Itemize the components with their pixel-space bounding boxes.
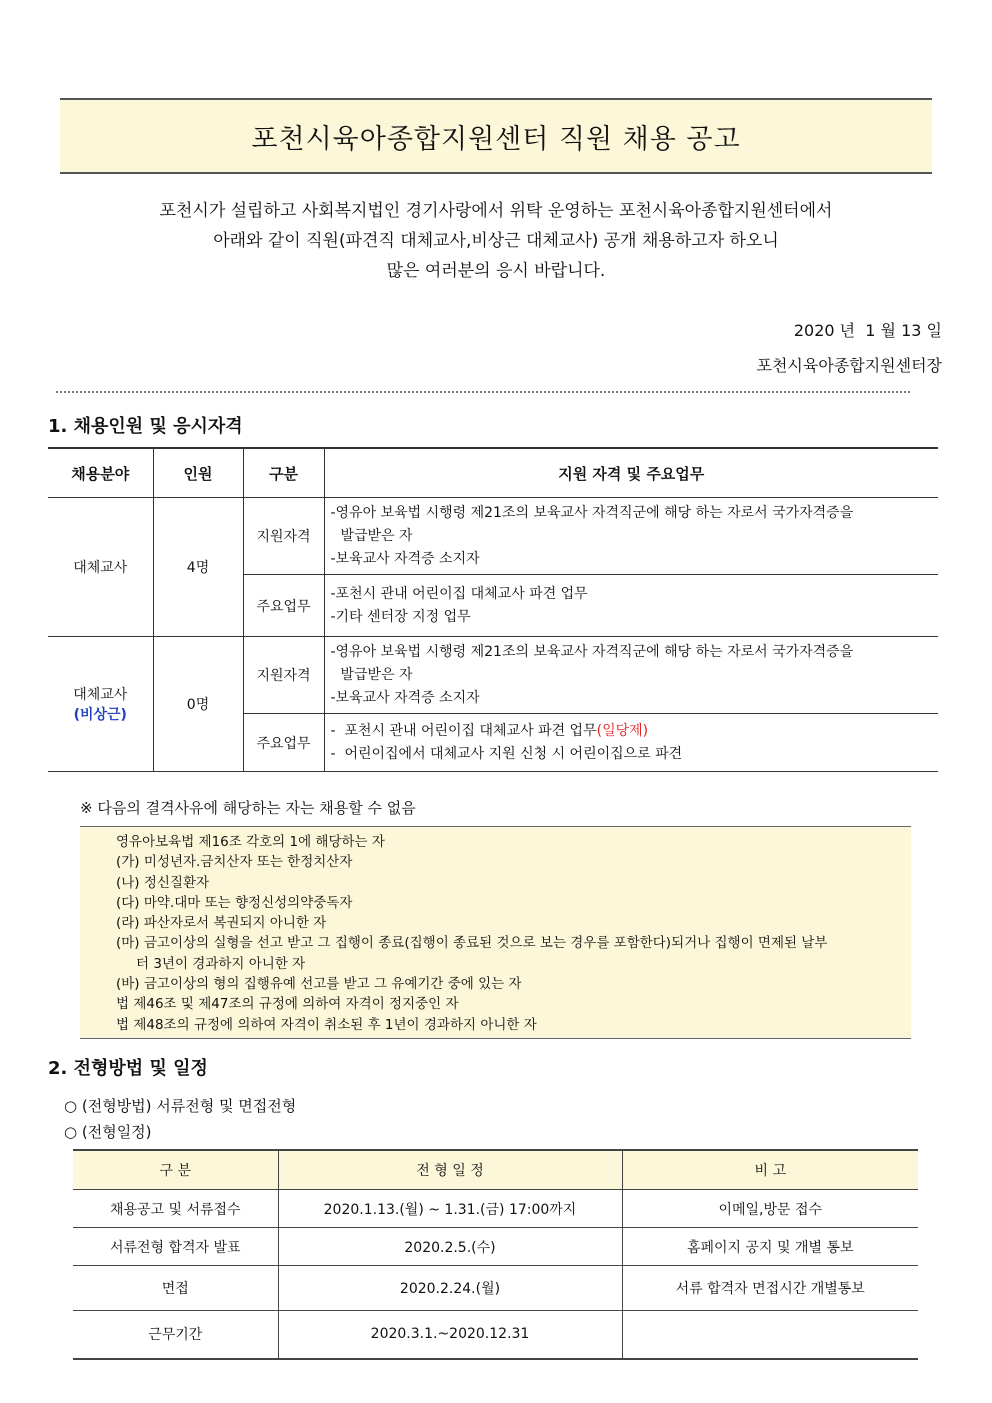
table-header-row: [73, 1150, 918, 1190]
intro-line: 포천시가 설립하고 사회복지법인 경기사랑에서 위탁 운영하는 포천시육아종합지원센터에서: [159, 201, 833, 221]
list-item: 법 제48조의 규정에 의하여 자격이 취소된 후 1년이 경과하지 아니한 자: [116, 1016, 537, 1033]
list-item: 영유아보육법 제16조 각호의 1에 해당하는 자: [116, 834, 385, 850]
field-cell: 대체교사 (비상근): [48, 637, 153, 772]
list-item: 법 제46조 및 제47조의 규정에 의하여 자격이 정지중인 자: [116, 996, 459, 1013]
table-header-row: [48, 448, 938, 498]
header-schedule: 전 형 일 정: [278, 1150, 622, 1190]
list-item: (마) 금고이상의 실형을 선고 받고 그 집행이 종료(집행이 종료된 것으로 보는 경우를 포함한다)되거나 집행이 면제된 날부: [116, 935, 828, 952]
selection-method: ○ (전형방법) 서류전형 및 면접전형: [64, 1097, 297, 1115]
field-cell: 대체교사: [48, 498, 153, 637]
qual-details: -영유아 보육법 시행령 제21조의 보육교사 자격직군에 해당 하는 자로서 국가자격증을 발급받은 자 -보육교사 자격증 소지자: [324, 637, 938, 714]
section2-title: 2. 전형방법 및 일정: [48, 1058, 208, 1079]
header-remarks: 비 고: [622, 1150, 918, 1190]
intro-text: [0, 196, 992, 286]
count-cell: 4명: [153, 498, 243, 637]
table-row: [48, 637, 938, 714]
qual-label: 지원자격: [243, 498, 324, 575]
section1-title: 1. 채용인원 및 응시자격: [48, 416, 243, 437]
disqualification-list: [80, 826, 911, 1039]
header-details: 지원 자격 및 주요업무: [324, 448, 938, 498]
list-item: 터 3년이 경과하지 아니한 자: [136, 955, 306, 972]
header-field: 채용분야: [48, 448, 153, 498]
schedule-label: ○ (전형일정): [64, 1123, 152, 1141]
duty-label: 주요업무: [243, 714, 324, 772]
duty-details: -포천시 관내 어린이집 대체교사 파견 업무 -기타 센터장 지정 업무: [324, 575, 938, 637]
list-item: (나) 정신질환자: [116, 874, 210, 891]
qual-label: 지원자격: [243, 637, 324, 714]
part-time-badge: (비상근): [73, 707, 127, 723]
daily-wage-note: (일당제): [596, 722, 649, 739]
list-item: (바) 금고이상의 형의 집행유예 선고를 받고 그 유예기간 중에 있는 자: [116, 976, 522, 993]
list-item: (라) 파산자로서 복권되지 아니한 자: [116, 915, 327, 932]
list-item: (가) 미성년자.금치산자 또는 한정치산자: [116, 854, 353, 871]
list-item: (다) 마약.대마 또는 향정신성의약중독자: [116, 894, 353, 911]
page-title: 포천시육아종합지원센터 직원 채용 공고: [60, 98, 932, 174]
qual-details: -영유아 보육법 시행령 제21조의 보육교사 자격직군에 해당 하는 자로서 국가자격증을 발급받은 자 -보육교사 자격증 소지자: [324, 498, 938, 575]
table-row: 서류전형 합격자 발표 2020.2.5.(수) 홈페이지 공지 및 개별 통보: [73, 1228, 918, 1266]
announcement-date: 2020 년 1 월 13 일: [793, 321, 942, 340]
disqualification-note: ※ 다음의 결격사유에 해당하는 자는 채용할 수 없음: [80, 799, 416, 817]
recruitment-table: [48, 447, 938, 772]
intro-line: 아래와 같이 직원(파견직 대체교사,비상근 대체교사) 공개 채용하고자 하오니: [213, 231, 779, 251]
dotted-divider: [56, 391, 910, 393]
header-count: 인원: [153, 448, 243, 498]
header-category: 구 분: [73, 1150, 278, 1190]
issuer-name: 포천시육아종합지원센터장: [756, 356, 942, 375]
table-row: 근무기간 2020.3.1.~2020.12.31: [73, 1311, 918, 1359]
duty-label: 주요업무: [243, 575, 324, 637]
table-row: [48, 498, 938, 575]
table-row: 채용공고 및 서류접수 2020.1.13.(월) ~ 1.31.(금) 17:00까지 이메일,방문 접수: [73, 1190, 918, 1228]
duty-details: - 포천시 관내 어린이집 대체교사 파견 업무(일당제) - 어린이집에서 대체교사 지원 신청 시 어린이집으로 파견: [324, 714, 938, 772]
intro-line: 많은 여러분의 응시 바랍니다.: [386, 261, 606, 281]
table-row: 면접 2020.2.24.(월) 서류 합격자 면접시간 개별통보: [73, 1266, 918, 1311]
header-category: 구분: [243, 448, 324, 498]
schedule-table: [73, 1149, 918, 1360]
count-cell: 0명: [153, 637, 243, 772]
